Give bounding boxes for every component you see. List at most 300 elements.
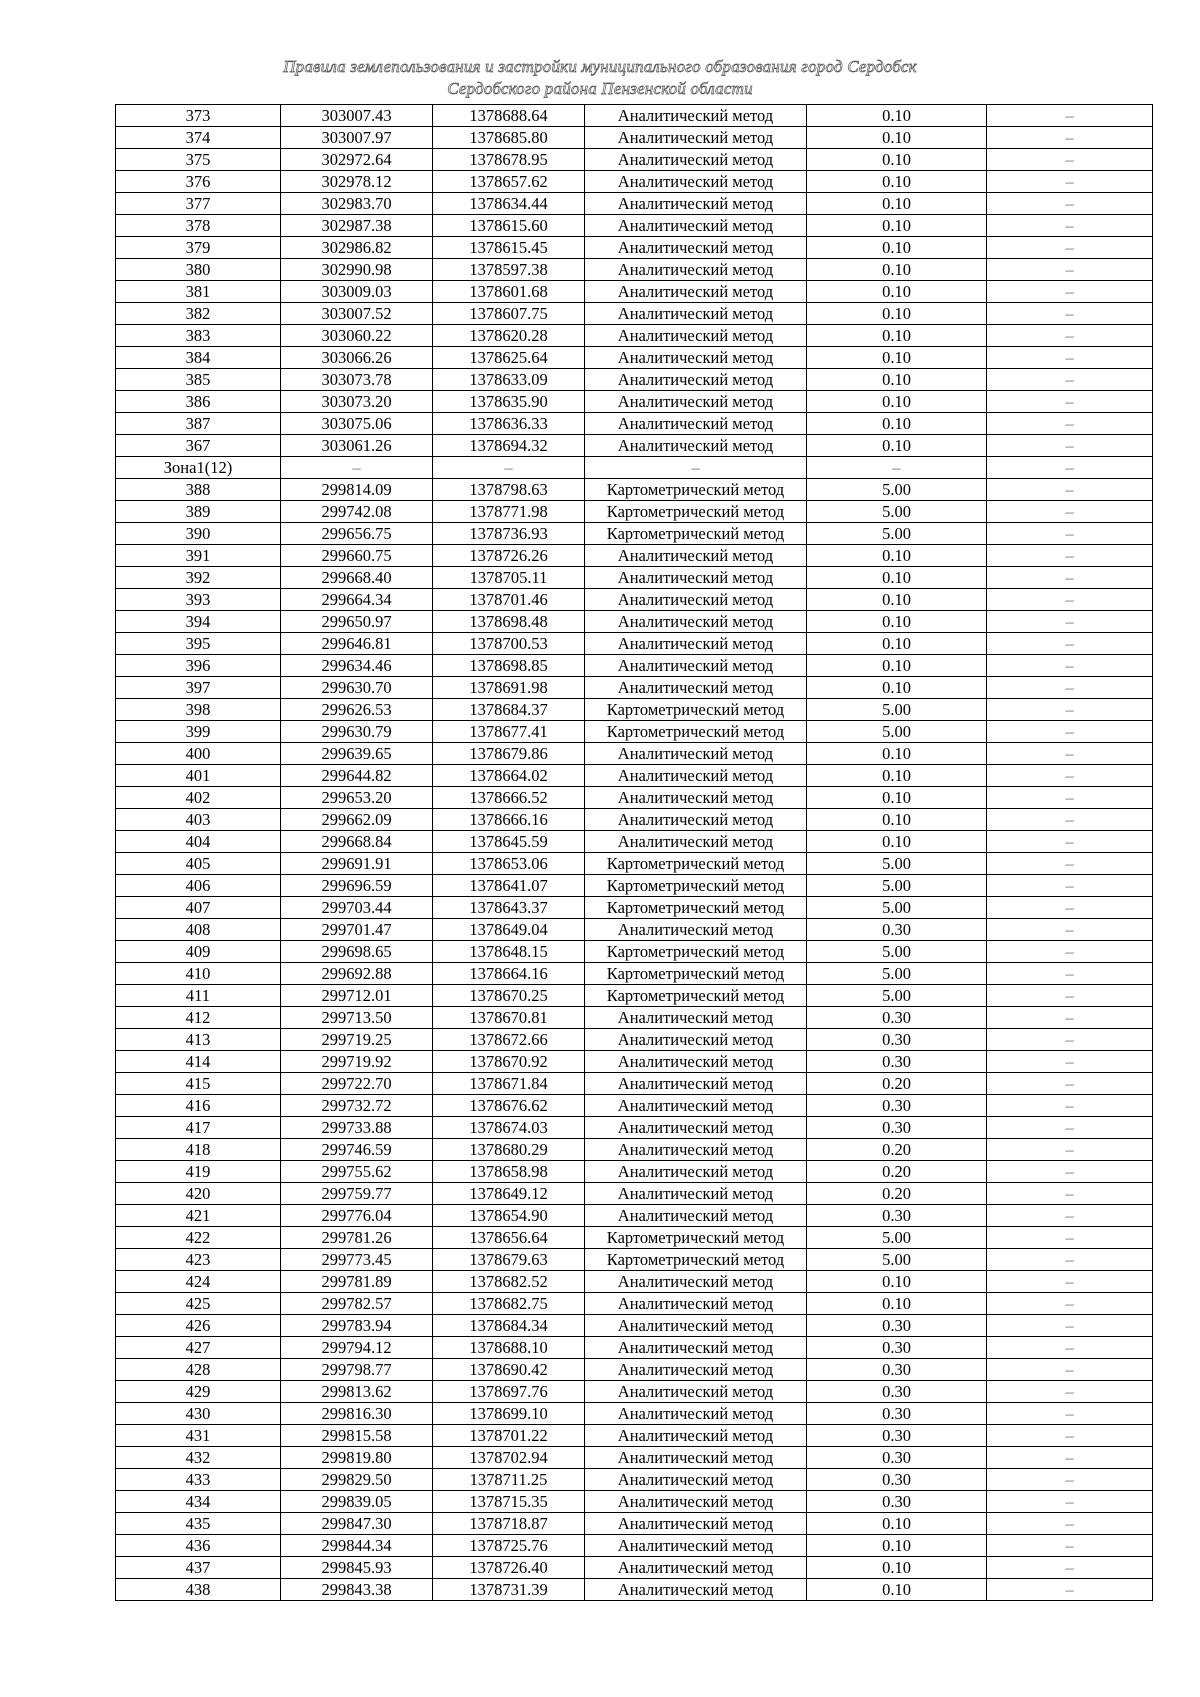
method-cell: Аналитический метод — [585, 1535, 807, 1557]
note-cell: – — [987, 589, 1153, 611]
note-cell: – — [987, 897, 1153, 919]
table-row — [116, 1095, 1153, 1117]
y-coordinate-cell: 1378682.75 — [433, 1293, 585, 1315]
y-coordinate-cell: 1378671.84 — [433, 1073, 585, 1095]
point-number-cell: 367 — [116, 435, 281, 457]
accuracy-cell: 0.10 — [807, 1579, 987, 1601]
point-number-cell: 410 — [116, 963, 281, 985]
point-number-cell: 383 — [116, 325, 281, 347]
method-cell: Аналитический метод — [585, 1271, 807, 1293]
note-cell: – — [987, 699, 1153, 721]
note-cell: – — [987, 1205, 1153, 1227]
table-row — [116, 1007, 1153, 1029]
accuracy-cell: 0.10 — [807, 413, 987, 435]
note-cell: – — [987, 215, 1153, 237]
accuracy-cell: 5.00 — [807, 523, 987, 545]
note-cell: – — [987, 787, 1153, 809]
y-coordinate-cell: 1378676.62 — [433, 1095, 585, 1117]
accuracy-cell: 0.10 — [807, 193, 987, 215]
table-row — [116, 347, 1153, 369]
accuracy-cell: 0.30 — [807, 1051, 987, 1073]
method-cell: Картометрический метод — [585, 479, 807, 501]
accuracy-cell: 0.30 — [807, 919, 987, 941]
accuracy-cell: 5.00 — [807, 897, 987, 919]
method-cell: Картометрический метод — [585, 963, 807, 985]
method-cell: Аналитический метод — [585, 1469, 807, 1491]
accuracy-cell: 0.10 — [807, 1271, 987, 1293]
x-coordinate-cell: 302978.12 — [281, 171, 433, 193]
table-row — [116, 1469, 1153, 1491]
table-row — [116, 391, 1153, 413]
accuracy-cell: 5.00 — [807, 941, 987, 963]
y-coordinate-cell: 1378718.87 — [433, 1513, 585, 1535]
point-number-cell: 398 — [116, 699, 281, 721]
note-cell: – — [987, 1535, 1153, 1557]
x-coordinate-cell: 299698.65 — [281, 941, 433, 963]
method-cell: Картометрический метод — [585, 941, 807, 963]
y-coordinate-cell: 1378685.80 — [433, 127, 585, 149]
y-coordinate-cell: 1378635.90 — [433, 391, 585, 413]
point-number-cell: 425 — [116, 1293, 281, 1315]
point-number-cell: 421 — [116, 1205, 281, 1227]
point-number-cell: 427 — [116, 1337, 281, 1359]
point-number-cell: 405 — [116, 853, 281, 875]
x-coordinate-cell: – — [281, 457, 433, 479]
y-coordinate-cell: 1378694.32 — [433, 435, 585, 457]
point-number-cell: 406 — [116, 875, 281, 897]
y-coordinate-cell: 1378699.10 — [433, 1403, 585, 1425]
method-cell: Аналитический метод — [585, 1029, 807, 1051]
x-coordinate-cell: 302986.82 — [281, 237, 433, 259]
accuracy-cell: 5.00 — [807, 853, 987, 875]
method-cell: Аналитический метод — [585, 1337, 807, 1359]
note-cell: – — [987, 1359, 1153, 1381]
accuracy-cell: 0.20 — [807, 1183, 987, 1205]
y-coordinate-cell: 1378726.26 — [433, 545, 585, 567]
x-coordinate-cell: 299816.30 — [281, 1403, 433, 1425]
x-coordinate-cell: 299776.04 — [281, 1205, 433, 1227]
point-number-cell: 401 — [116, 765, 281, 787]
table-row — [116, 765, 1153, 787]
table-row — [116, 281, 1153, 303]
y-coordinate-cell: 1378666.16 — [433, 809, 585, 831]
point-number-cell: 417 — [116, 1117, 281, 1139]
y-coordinate-cell: 1378698.85 — [433, 655, 585, 677]
point-number-cell: 389 — [116, 501, 281, 523]
method-cell: Аналитический метод — [585, 325, 807, 347]
method-cell: Аналитический метод — [585, 215, 807, 237]
note-cell: – — [987, 853, 1153, 875]
note-cell: – — [987, 1557, 1153, 1579]
table-row — [116, 787, 1153, 809]
y-coordinate-cell: 1378656.64 — [433, 1227, 585, 1249]
method-cell: Аналитический метод — [585, 1293, 807, 1315]
accuracy-cell: 0.10 — [807, 787, 987, 809]
point-number-cell: 424 — [116, 1271, 281, 1293]
y-coordinate-cell: 1378697.76 — [433, 1381, 585, 1403]
y-coordinate-cell: 1378633.09 — [433, 369, 585, 391]
y-coordinate-cell: 1378690.42 — [433, 1359, 585, 1381]
table-row — [116, 1139, 1153, 1161]
x-coordinate-cell: 299650.97 — [281, 611, 433, 633]
y-coordinate-cell: 1378634.44 — [433, 193, 585, 215]
note-cell: – — [987, 1095, 1153, 1117]
y-coordinate-cell: 1378798.63 — [433, 479, 585, 501]
accuracy-cell: 0.10 — [807, 281, 987, 303]
note-cell: – — [987, 875, 1153, 897]
point-number-cell: 419 — [116, 1161, 281, 1183]
accuracy-cell: 0.20 — [807, 1139, 987, 1161]
x-coordinate-cell: 299668.40 — [281, 567, 433, 589]
x-coordinate-cell: 299733.88 — [281, 1117, 433, 1139]
x-coordinate-cell: 299630.70 — [281, 677, 433, 699]
method-cell: Картометрический метод — [585, 897, 807, 919]
method-cell: Аналитический метод — [585, 1007, 807, 1029]
x-coordinate-cell: 299668.84 — [281, 831, 433, 853]
point-number-cell: 378 — [116, 215, 281, 237]
point-number-cell: 437 — [116, 1557, 281, 1579]
y-coordinate-cell: 1378615.60 — [433, 215, 585, 237]
note-cell: – — [987, 369, 1153, 391]
point-number-cell: 434 — [116, 1491, 281, 1513]
note-cell: – — [987, 325, 1153, 347]
table-row — [116, 1029, 1153, 1051]
point-number-cell: 375 — [116, 149, 281, 171]
note-cell: – — [987, 457, 1153, 479]
y-coordinate-cell: 1378736.93 — [433, 523, 585, 545]
method-cell: Аналитический метод — [585, 105, 807, 127]
point-number-cell: 380 — [116, 259, 281, 281]
accuracy-cell: 0.10 — [807, 325, 987, 347]
accuracy-cell: 0.10 — [807, 1513, 987, 1535]
x-coordinate-cell: 299798.77 — [281, 1359, 433, 1381]
point-number-cell: 418 — [116, 1139, 281, 1161]
table-row — [116, 435, 1153, 457]
y-coordinate-cell: 1378615.45 — [433, 237, 585, 259]
accuracy-cell: 0.10 — [807, 655, 987, 677]
point-number-cell: 400 — [116, 743, 281, 765]
y-coordinate-cell: 1378705.11 — [433, 567, 585, 589]
note-cell: – — [987, 1491, 1153, 1513]
x-coordinate-cell: 299781.26 — [281, 1227, 433, 1249]
y-coordinate-cell: 1378672.66 — [433, 1029, 585, 1051]
coordinates-table — [115, 104, 1153, 1601]
x-coordinate-cell: 299712.01 — [281, 985, 433, 1007]
x-coordinate-cell: 302990.98 — [281, 259, 433, 281]
method-cell: Аналитический метод — [585, 391, 807, 413]
note-cell: – — [987, 1403, 1153, 1425]
point-number-cell: 420 — [116, 1183, 281, 1205]
note-cell: – — [987, 523, 1153, 545]
point-number-cell: 409 — [116, 941, 281, 963]
accuracy-cell: 0.30 — [807, 1095, 987, 1117]
table-row — [116, 105, 1153, 127]
point-number-cell: 397 — [116, 677, 281, 699]
method-cell: Аналитический метод — [585, 1183, 807, 1205]
page-header — [0, 56, 1200, 100]
point-number-cell: 394 — [116, 611, 281, 633]
accuracy-cell: 0.20 — [807, 1073, 987, 1095]
x-coordinate-cell: 299662.09 — [281, 809, 433, 831]
table-row — [116, 655, 1153, 677]
table-row — [116, 809, 1153, 831]
x-coordinate-cell: 299626.53 — [281, 699, 433, 721]
y-coordinate-cell: 1378670.92 — [433, 1051, 585, 1073]
point-number-cell: 431 — [116, 1425, 281, 1447]
note-cell: – — [987, 1183, 1153, 1205]
table-row — [116, 303, 1153, 325]
point-number-cell: 393 — [116, 589, 281, 611]
x-coordinate-cell: 299839.05 — [281, 1491, 433, 1513]
accuracy-cell: 0.30 — [807, 1403, 987, 1425]
method-cell: Аналитический метод — [585, 369, 807, 391]
note-cell: – — [987, 545, 1153, 567]
accuracy-cell: 0.10 — [807, 347, 987, 369]
y-coordinate-cell: 1378698.48 — [433, 611, 585, 633]
note-cell: – — [987, 809, 1153, 831]
accuracy-cell: 0.10 — [807, 677, 987, 699]
point-number-cell: 414 — [116, 1051, 281, 1073]
x-coordinate-cell: 302972.64 — [281, 149, 433, 171]
x-coordinate-cell: 299845.93 — [281, 1557, 433, 1579]
table-row — [116, 457, 1153, 479]
table-row — [116, 1271, 1153, 1293]
table-row — [116, 1557, 1153, 1579]
point-number-cell: 433 — [116, 1469, 281, 1491]
method-cell: Картометрический метод — [585, 853, 807, 875]
accuracy-cell: – — [807, 457, 987, 479]
header-line-1: Правила землепользования и застройки муниципального образования город Сердобск — [283, 57, 917, 76]
note-cell: – — [987, 677, 1153, 699]
x-coordinate-cell: 303073.78 — [281, 369, 433, 391]
note-cell: – — [987, 633, 1153, 655]
method-cell: Картометрический метод — [585, 721, 807, 743]
point-number-cell: 376 — [116, 171, 281, 193]
y-coordinate-cell: 1378649.12 — [433, 1183, 585, 1205]
y-coordinate-cell: 1378678.95 — [433, 149, 585, 171]
point-number-cell: 416 — [116, 1095, 281, 1117]
accuracy-cell: 0.30 — [807, 1425, 987, 1447]
table-row — [116, 325, 1153, 347]
method-cell: Аналитический метод — [585, 1447, 807, 1469]
accuracy-cell: 5.00 — [807, 721, 987, 743]
point-number-cell: 402 — [116, 787, 281, 809]
point-number-cell: 381 — [116, 281, 281, 303]
point-number-cell: 432 — [116, 1447, 281, 1469]
x-coordinate-cell: 299794.12 — [281, 1337, 433, 1359]
x-coordinate-cell: 299783.94 — [281, 1315, 433, 1337]
method-cell: Аналитический метод — [585, 545, 807, 567]
note-cell: – — [987, 391, 1153, 413]
table-row — [116, 1205, 1153, 1227]
table-row — [116, 721, 1153, 743]
note-cell: – — [987, 193, 1153, 215]
note-cell: – — [987, 1447, 1153, 1469]
accuracy-cell: 0.30 — [807, 1381, 987, 1403]
method-cell: Аналитический метод — [585, 193, 807, 215]
accuracy-cell: 0.10 — [807, 633, 987, 655]
method-cell: Аналитический метод — [585, 787, 807, 809]
accuracy-cell: 0.10 — [807, 743, 987, 765]
x-coordinate-cell: 303007.97 — [281, 127, 433, 149]
y-coordinate-cell: – — [433, 457, 585, 479]
table-row — [116, 611, 1153, 633]
note-cell: – — [987, 985, 1153, 1007]
x-coordinate-cell: 299692.88 — [281, 963, 433, 985]
y-coordinate-cell: 1378715.35 — [433, 1491, 585, 1513]
table-row — [116, 1447, 1153, 1469]
method-cell: Картометрический метод — [585, 1249, 807, 1271]
method-cell: Аналитический метод — [585, 127, 807, 149]
accuracy-cell: 0.10 — [807, 589, 987, 611]
x-coordinate-cell: 299781.89 — [281, 1271, 433, 1293]
accuracy-cell: 5.00 — [807, 479, 987, 501]
y-coordinate-cell: 1378670.81 — [433, 1007, 585, 1029]
note-cell: – — [987, 479, 1153, 501]
header-line-2: Сердобского района Пензенской области — [447, 79, 753, 98]
y-coordinate-cell: 1378731.39 — [433, 1579, 585, 1601]
point-number-cell: 396 — [116, 655, 281, 677]
accuracy-cell: 0.10 — [807, 149, 987, 171]
table-row — [116, 1579, 1153, 1601]
table-row — [116, 985, 1153, 1007]
x-coordinate-cell: 303060.22 — [281, 325, 433, 347]
accuracy-cell: 0.30 — [807, 1007, 987, 1029]
accuracy-cell: 0.10 — [807, 215, 987, 237]
method-cell: Аналитический метод — [585, 1161, 807, 1183]
accuracy-cell: 0.30 — [807, 1359, 987, 1381]
point-number-cell: 430 — [116, 1403, 281, 1425]
accuracy-cell: 5.00 — [807, 963, 987, 985]
method-cell: Аналитический метод — [585, 677, 807, 699]
method-cell: Аналитический метод — [585, 259, 807, 281]
point-number-cell: 392 — [116, 567, 281, 589]
point-number-cell: 373 — [116, 105, 281, 127]
accuracy-cell: 5.00 — [807, 985, 987, 1007]
accuracy-cell: 5.00 — [807, 501, 987, 523]
accuracy-cell: 0.30 — [807, 1447, 987, 1469]
method-cell: Аналитический метод — [585, 435, 807, 457]
y-coordinate-cell: 1378688.64 — [433, 105, 585, 127]
table-row — [116, 259, 1153, 281]
note-cell: – — [987, 765, 1153, 787]
accuracy-cell: 0.30 — [807, 1315, 987, 1337]
accuracy-cell: 5.00 — [807, 1227, 987, 1249]
table-row — [116, 853, 1153, 875]
note-cell: – — [987, 1117, 1153, 1139]
accuracy-cell: 0.10 — [807, 303, 987, 325]
point-number-cell: 412 — [116, 1007, 281, 1029]
point-number-cell: 413 — [116, 1029, 281, 1051]
method-cell: Аналитический метод — [585, 1117, 807, 1139]
note-cell: – — [987, 567, 1153, 589]
x-coordinate-cell: 303061.26 — [281, 435, 433, 457]
accuracy-cell: 0.10 — [807, 105, 987, 127]
x-coordinate-cell: 302983.70 — [281, 193, 433, 215]
point-number-cell: 411 — [116, 985, 281, 1007]
y-coordinate-cell: 1378680.29 — [433, 1139, 585, 1161]
y-coordinate-cell: 1378674.03 — [433, 1117, 585, 1139]
method-cell: Аналитический метод — [585, 303, 807, 325]
table-row — [116, 215, 1153, 237]
point-number-cell: 435 — [116, 1513, 281, 1535]
y-coordinate-cell: 1378645.59 — [433, 831, 585, 853]
method-cell: Аналитический метод — [585, 149, 807, 171]
y-coordinate-cell: 1378684.34 — [433, 1315, 585, 1337]
x-coordinate-cell: 299719.92 — [281, 1051, 433, 1073]
accuracy-cell: 0.10 — [807, 1557, 987, 1579]
x-coordinate-cell: 299746.59 — [281, 1139, 433, 1161]
y-coordinate-cell: 1378679.86 — [433, 743, 585, 765]
note-cell: – — [987, 1249, 1153, 1271]
table-row — [116, 1337, 1153, 1359]
table-row — [116, 567, 1153, 589]
note-cell: – — [987, 743, 1153, 765]
accuracy-cell: 0.10 — [807, 237, 987, 259]
x-coordinate-cell: 299782.57 — [281, 1293, 433, 1315]
point-number-cell: 386 — [116, 391, 281, 413]
accuracy-cell: 0.30 — [807, 1029, 987, 1051]
method-cell: Картометрический метод — [585, 875, 807, 897]
x-coordinate-cell: 303007.52 — [281, 303, 433, 325]
y-coordinate-cell: 1378648.15 — [433, 941, 585, 963]
method-cell: Аналитический метод — [585, 1315, 807, 1337]
y-coordinate-cell: 1378684.37 — [433, 699, 585, 721]
point-number-cell: 428 — [116, 1359, 281, 1381]
y-coordinate-cell: 1378601.68 — [433, 281, 585, 303]
accuracy-cell: 0.10 — [807, 1293, 987, 1315]
note-cell: – — [987, 171, 1153, 193]
table-row — [116, 1293, 1153, 1315]
coordinates-table-body — [116, 105, 1153, 1601]
table-row — [116, 1227, 1153, 1249]
method-cell: Аналитический метод — [585, 1381, 807, 1403]
y-coordinate-cell: 1378711.25 — [433, 1469, 585, 1491]
x-coordinate-cell: 299634.46 — [281, 655, 433, 677]
note-cell: – — [987, 1073, 1153, 1095]
note-cell: – — [987, 1161, 1153, 1183]
point-number-cell: 385 — [116, 369, 281, 391]
x-coordinate-cell: 299664.34 — [281, 589, 433, 611]
accuracy-cell: 0.30 — [807, 1469, 987, 1491]
x-coordinate-cell: 299844.34 — [281, 1535, 433, 1557]
point-number-cell: 374 — [116, 127, 281, 149]
method-cell: Аналитический метод — [585, 237, 807, 259]
method-cell: Аналитический метод — [585, 1425, 807, 1447]
note-cell: – — [987, 655, 1153, 677]
method-cell: Аналитический метод — [585, 809, 807, 831]
method-cell: Аналитический метод — [585, 413, 807, 435]
point-number-cell: 399 — [116, 721, 281, 743]
note-cell: – — [987, 259, 1153, 281]
y-coordinate-cell: 1378643.37 — [433, 897, 585, 919]
y-coordinate-cell: 1378620.28 — [433, 325, 585, 347]
y-coordinate-cell: 1378625.64 — [433, 347, 585, 369]
accuracy-cell: 0.10 — [807, 1535, 987, 1557]
method-cell: Аналитический метод — [585, 567, 807, 589]
x-coordinate-cell: 299815.58 — [281, 1425, 433, 1447]
y-coordinate-cell: 1378677.41 — [433, 721, 585, 743]
note-cell: – — [987, 1337, 1153, 1359]
table-row — [116, 237, 1153, 259]
method-cell: Аналитический метод — [585, 1403, 807, 1425]
x-coordinate-cell: 303075.06 — [281, 413, 433, 435]
y-coordinate-cell: 1378725.76 — [433, 1535, 585, 1557]
note-cell: – — [987, 501, 1153, 523]
x-coordinate-cell: 303073.20 — [281, 391, 433, 413]
y-coordinate-cell: 1378691.98 — [433, 677, 585, 699]
accuracy-cell: 5.00 — [807, 1249, 987, 1271]
